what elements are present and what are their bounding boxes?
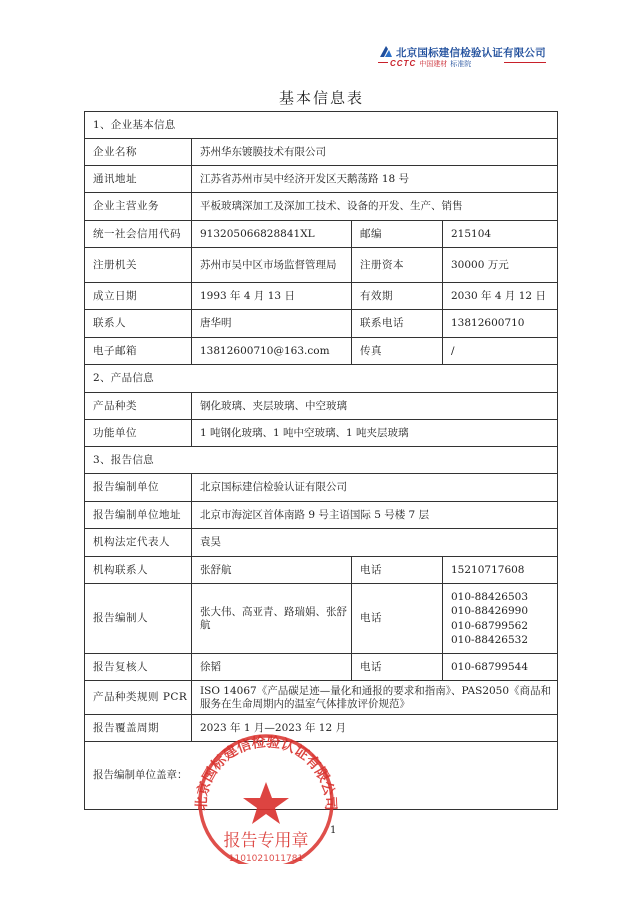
cell-label: 报告编制单位地址 [85,502,192,529]
cell-label: 企业主营业务 [85,193,192,221]
stamp-label: 报告编制单位盖章： [85,742,558,810]
cell-label: 注册资本 [352,248,443,283]
reviewer-tel-value: 010-68799544 [443,654,558,681]
cell-label: 企业名称 [85,139,192,166]
org-contact-tel-value: 15210717608 [443,557,558,584]
cell-label: 电话 [352,584,443,654]
page-title: 基本信息表 [278,89,364,107]
table-row [85,420,558,447]
cell-label: 电子邮箱 [85,338,192,365]
report-org-address-value: 北京市海淀区首体南路 9 号主语国际 5 号楼 7 层 [192,502,558,529]
reg-org-value: 苏州市吴中区市场监督管理局 [192,248,352,283]
cell-label: 机构法定代表人 [85,529,192,557]
page-number: 1 [330,825,337,836]
authors-tel-line: 010-88426532 [451,634,529,646]
contact-value: 唐华明 [192,310,352,338]
cell-label: 电话 [352,557,443,584]
period-value: 2023 年 1 月—2023 年 12 月 [192,715,558,742]
cell-label: 通讯地址 [85,166,192,193]
cell-label: 邮编 [352,221,443,248]
seal-center-text: 报告专用章 [223,831,309,851]
table-row [85,557,558,584]
cell-label: 传真 [352,338,443,365]
table-row [85,221,558,248]
cell-label: 产品种类规则 PCR [85,681,192,715]
cell-label: 统一社会信用代码 [85,221,192,248]
cell-label: 报告编制单位 [85,474,192,502]
authors-value: 张大伟、高亚青、路瑞娟、张舒航 [192,584,352,654]
cctc-logo-text: CCTC [390,59,417,68]
address-value: 江苏省苏州市吴中经济开发区天鹅荡路 18 号 [192,166,558,193]
cell-label: 报告覆盖周期 [85,715,192,742]
header-sub-brand [390,59,471,69]
legal-rep-value: 袁昊 [192,529,558,557]
table-row [85,166,558,193]
seal-star-icon [243,782,289,824]
valid-value: 2030 年 4 月 12 日 [443,283,558,310]
cell-label: 成立日期 [85,283,192,310]
basic-info-table [84,111,558,810]
table-row [85,529,558,557]
table-row [85,248,558,283]
cell-label: 功能单位 [85,420,192,447]
table-row [85,393,558,420]
header-divider-left [378,62,388,63]
table-row [85,139,558,166]
founded-value: 1993 年 4 月 13 日 [192,283,352,310]
email-value: 13812600710@163.com [192,338,352,365]
phone-value: 13812600710 [443,310,558,338]
functional-unit-value: 1 吨钢化玻璃、1 吨中空玻璃、1 吨夹层玻璃 [192,420,558,447]
section-row [85,112,558,139]
cell-label: 产品种类 [85,393,192,420]
section-heading-report: 3、报告信息 [85,447,558,474]
table-row [85,193,558,221]
table-row [85,283,558,310]
section-row [85,447,558,474]
header-divider-right [504,62,546,63]
credit-code-value: 913205066828841XL [192,221,352,248]
cell-label: 报告复核人 [85,654,192,681]
company-name-value: 苏州华东镀膜技术有限公司 [192,139,558,166]
report-seal-stamp [186,730,346,864]
table-row [85,502,558,529]
authors-tel-cell [443,584,558,654]
cell-label: 注册机关 [85,248,192,283]
company-logo-icon [378,44,394,60]
cell-label: 报告编制人 [85,584,192,654]
business-value: 平板玻璃深加工及深加工技术、设备的开发、生产、销售 [192,193,558,221]
table-row [85,584,558,654]
cell-label: 电话 [352,654,443,681]
authors-tel-line: 010-88426503 [451,590,529,603]
header-logo [378,44,548,70]
authors-tel-line: 010-88426990 [451,605,529,617]
section-row [85,365,558,393]
org-contact-value: 张舒航 [192,557,352,584]
cell-label: 机构联系人 [85,557,192,584]
capital-value: 30000 万元 [443,248,558,283]
bz-text: 标准院 [450,61,472,68]
section-heading-product: 2、产品信息 [85,365,558,393]
table-row [85,474,558,502]
table-row [85,681,558,715]
product-type-value: 钢化玻璃、夹层玻璃、中空玻璃 [192,393,558,420]
table-row [85,310,558,338]
cell-label: 联系人 [85,310,192,338]
cell-label: 联系电话 [352,310,443,338]
cell-label: 有效期 [352,283,443,310]
table-row [85,338,558,365]
fax-value: / [443,338,558,365]
table-row [85,654,558,681]
reviewer-value: 徐韬 [192,654,352,681]
header-company-name: 北京国标建信检验认证有限公司 [396,47,546,59]
pcr-value: ISO 14067《产品碳足迹—量化和通报的要求和指南》、PAS2050《商品和服务在生命周期内的温室气体排放评价规范》 [192,681,558,715]
report-org-value: 北京国标建信检验认证有限公司 [192,474,558,502]
authors-tel-line: 010-68799562 [451,619,529,632]
seal-ring-text: 北京国标建信检验认证有限公司 [193,734,339,811]
postcode-value: 215104 [443,221,558,248]
section-heading-company: 1、企业基本信息 [85,112,558,139]
seal-number-text: 1101021011781 [228,854,304,864]
cctc-cn-text: 中国建材 [419,61,448,68]
